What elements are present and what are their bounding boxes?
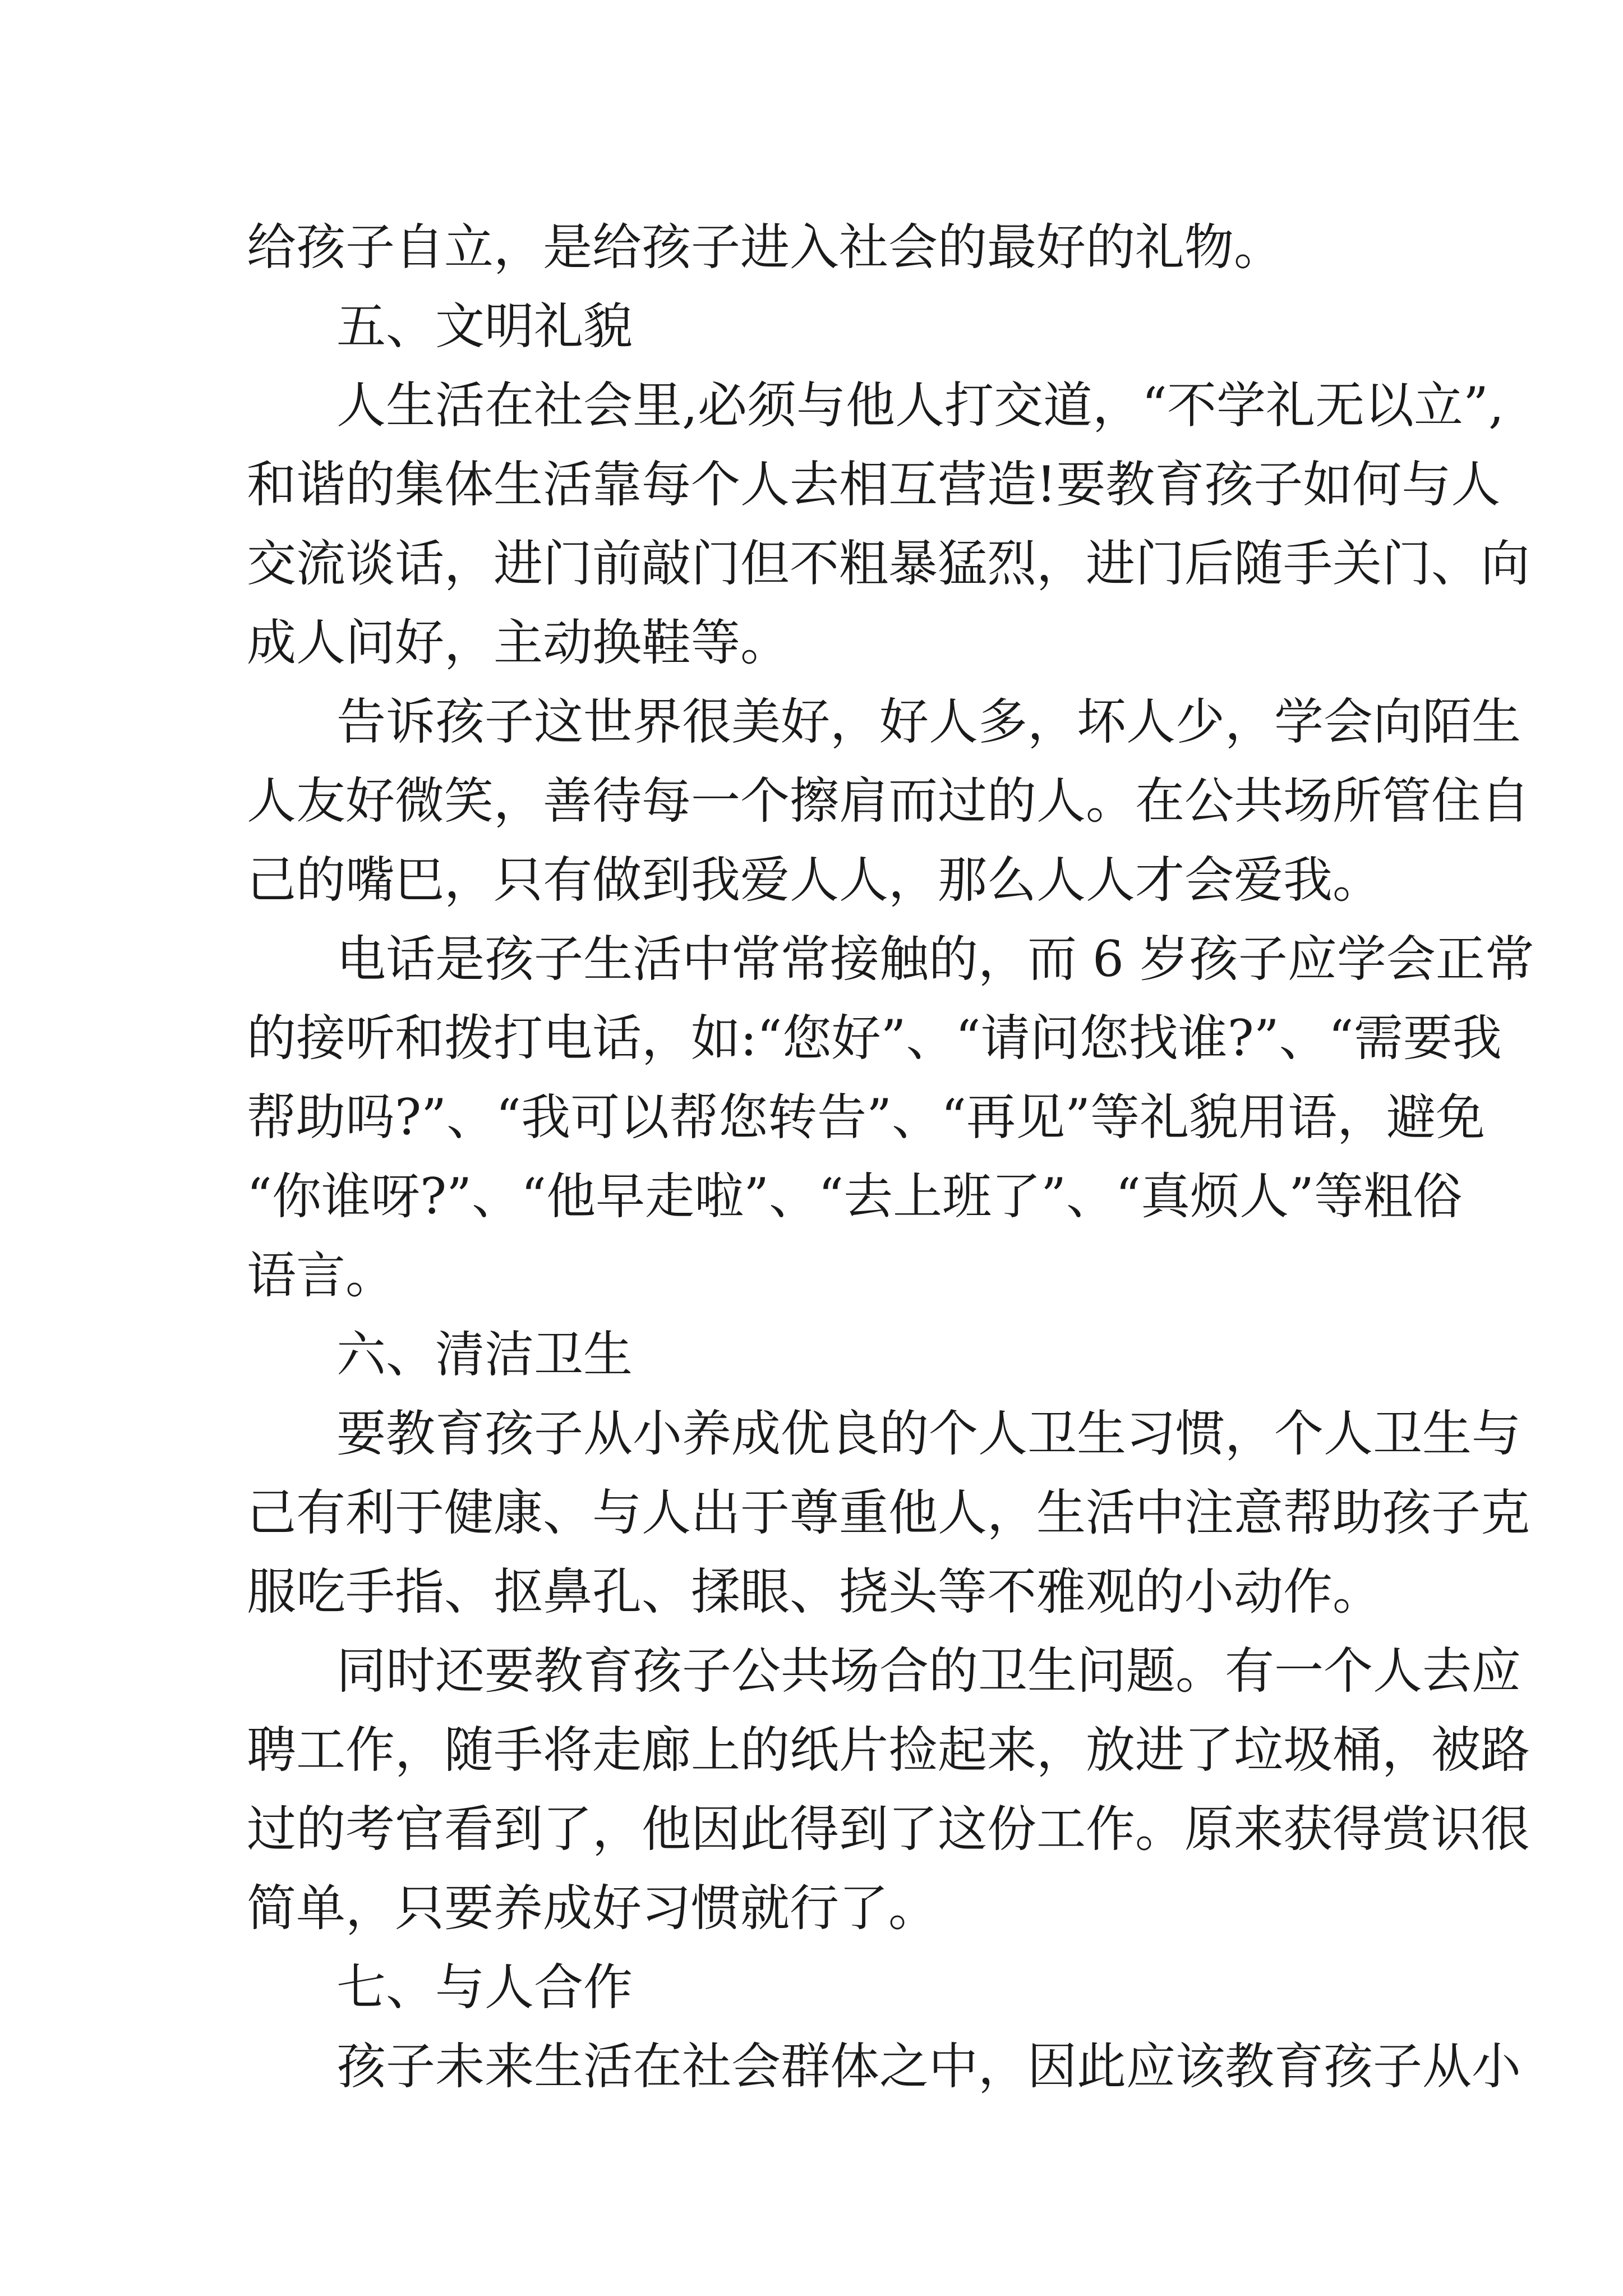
paragraph-line: 过的考官看到了，他因此得到了这份工作。原来获得赏识很 bbox=[247, 1800, 1530, 1858]
paragraph-line: 语言。 bbox=[247, 1246, 395, 1304]
paragraph-line: “你谁呀?”、“他早走啦”、“去上班了”、“真烦人”等粗俗 bbox=[247, 1167, 1463, 1225]
section-heading-cooperation: 七、与人合作 bbox=[336, 1958, 633, 2016]
section-heading-manners: 五、文明礼貌 bbox=[336, 297, 633, 355]
paragraph-line: 孩子未来生活在社会群体之中，因此应该教育孩子从小 bbox=[336, 2037, 1521, 2095]
paragraph-line: 告诉孩子这世界很美好，好人多，坏人少，学会向陌生 bbox=[336, 693, 1521, 751]
paragraph-line: 电话是孩子生活中常常接触的，而 6 岁孩子应学会正常 bbox=[336, 930, 1534, 988]
paragraph-line: 要教育孩子从小养成优良的个人卫生习惯，个人卫生与 bbox=[336, 1405, 1521, 1462]
paragraph-line: 简单，只要养成好习惯就行了。 bbox=[247, 1879, 938, 1937]
paragraph-line: 成人问好，主动换鞋等。 bbox=[247, 614, 790, 671]
paragraph-line: 己有利于健康、与人出于尊重他人，生活中注意帮助孩子克 bbox=[247, 1484, 1530, 1542]
paragraph-line: 帮助吗?”、“我可以帮您转告”、“再见”等礼貌用语，避免 bbox=[247, 1088, 1486, 1146]
paragraph-line: 己的嘴巴，只有做到我爱人人，那么人人才会爱我。 bbox=[247, 851, 1382, 909]
paragraph-line: 聘工作，随手将走廊上的纸片捡起来，放进了垃圾桶，被路 bbox=[247, 1721, 1530, 1779]
document-body bbox=[247, 208, 1534, 2106]
continuation-line: 给孩子自立，是给孩子进入社会的最好的礼物。 bbox=[247, 218, 1284, 276]
paragraph-line: 人生活在社会里,必须与他人打交道，“不学礼无以立”, bbox=[336, 376, 1504, 434]
paragraph-line: 同时还要教育孩子公共场合的卫生问题。有一个人去应 bbox=[336, 1642, 1521, 1700]
paragraph-line: 交流谈话，进门前敲门但不粗暴猛烈，进门后随手关门、向 bbox=[247, 535, 1530, 592]
section-heading-hygiene: 六、清洁卫生 bbox=[336, 1326, 633, 1383]
paragraph-line: 服吃手指、抠鼻孔、揉眼、挠头等不雅观的小动作。 bbox=[247, 1563, 1382, 1621]
paragraph-line: 和谐的集体生活靠每个人去相互营造!要教育孩子如何与人 bbox=[247, 455, 1501, 513]
paragraph-line: 人友好微笑，善待每一个擦肩而过的人。在公共场所管住自 bbox=[247, 772, 1530, 830]
paragraph-line: 的接听和拨打电话，如:“您好”、“请问您找谁?”、“需要我 bbox=[247, 1009, 1502, 1067]
